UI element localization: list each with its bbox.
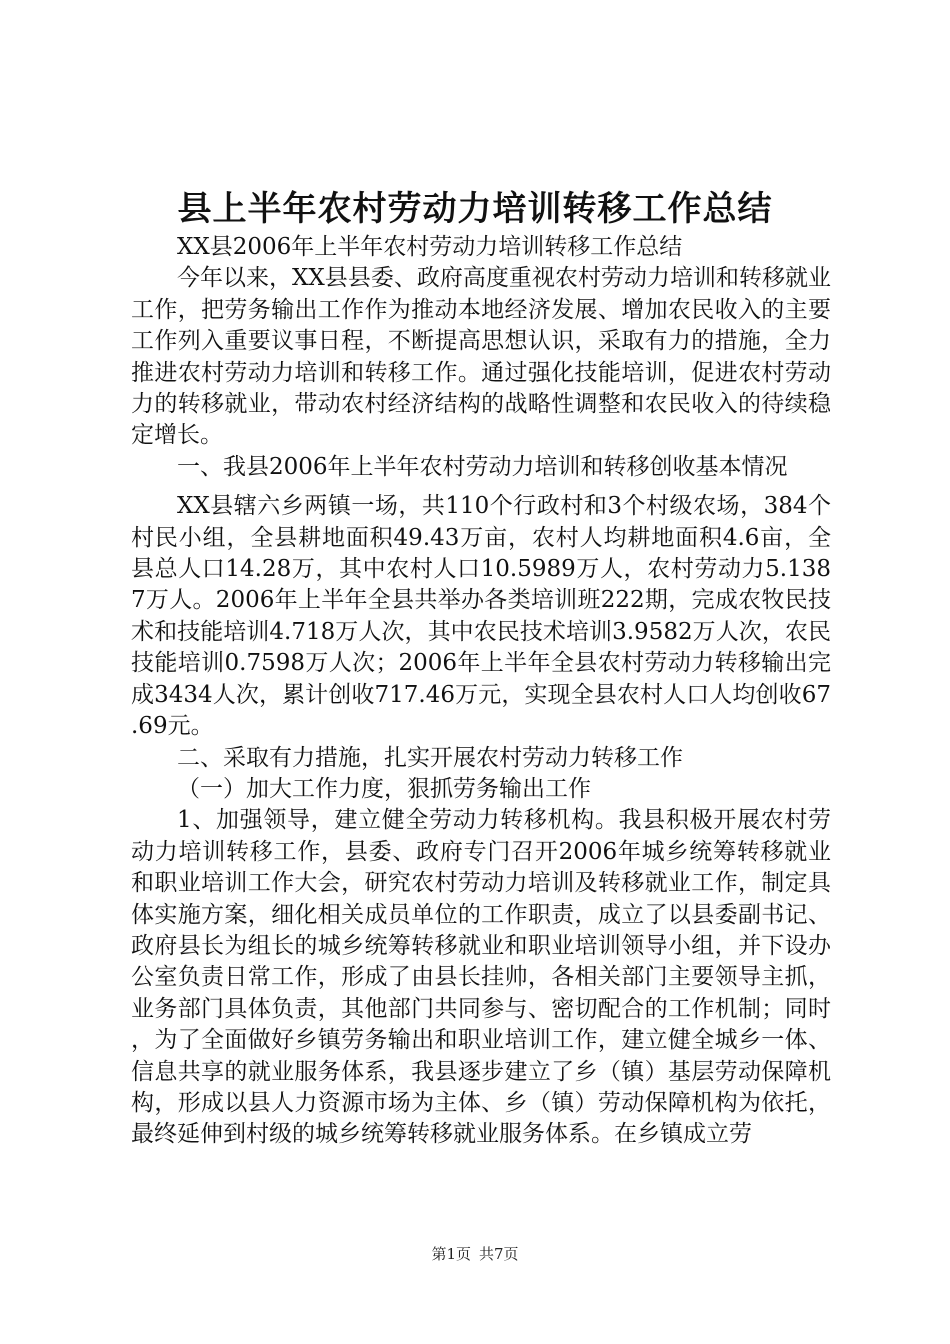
- paragraph-basic-situation: XX县辖六乡两镇一场，共110个行政村和3个村级农场，384个村民小组，全县耕地面积49.43万亩，农村人均耕地面积4.6亩，全县总人口14.28万，其中农村人口10.5989万人，农村劳动力5.1387万人。2006年上半年全县共举办各类培训班222期，完成农牧民技术和技能培训4.718万人次，其中农民技术培训3.9582万人次，农民技能培训0.7598万人次；2006年上半年全县农村劳动力转移输出完成3434人次，累计创收717.46万元，实现全县农村人口人均创收67.69元。: [131, 493, 831, 740]
- page-number: 第1页: [431, 1245, 471, 1263]
- page-total: 共7页: [479, 1245, 519, 1263]
- heading-section-1: 一、我县2006年上半年农村劳动力培训和转移创收基本情况: [177, 453, 788, 480]
- paragraph-subtitle: XX县2006年上半年农村劳动力培训转移工作总结: [177, 234, 683, 260]
- document-body: [131, 232, 831, 1151]
- heading-section-2: 二、采取有力措施，扎实开展农村劳动力转移工作: [177, 744, 683, 771]
- paragraph-leadership: 1、加强领导，建立健全劳动力转移机构。我县积极开展农村劳动力培训转移工作，县委、政府专门召开2006年城乡统筹转移就业和职业培训工作大会，研究农村劳动力培训及转移就业工作，制定具体实施方案，细化相关成员单位的工作职责，成立了以县委副书记、政府县长为组长的城乡统筹转移就业和职业培训领导小组，并下设办公室负责日常工作，形成了由县长挂帅，各相关部门主要领导主抓，业务部门具体负责，其他部门共同参与、密切配合的工作机制；同时，为了全面做好乡镇劳务输出和职业培训工作，建立健全城乡一体、信息共享的就业服务体系，我县逐步建立了乡（镇）基层劳动保障机构，形成以县人力资源市场为主体、乡（镇）劳动保障机构为依托，最终延伸到村级的城乡统筹转移就业服务体系。在乡镇成立劳: [131, 807, 831, 1148]
- heading-subsection-1: （一）加大工作力度，狠抓劳务输出工作: [177, 775, 591, 802]
- page-footer: [0, 1244, 950, 1264]
- document-title: 县上半年农村劳动力培训转移工作总结: [177, 189, 773, 229]
- paragraph-intro: 今年以来，XX县县委、政府高度重视农村劳动力培训和转移就业工作，把劳务输出工作作为推动本地经济发展、增加农民收入的主要工作列入重要议事日程，不断提高思想认识，采取有力的措施，全力推进农村劳动力培训和转移工作。通过强化技能培训，促进农村劳动力的转移就业，带动农村经济结构的战略性调整和农民收入的待续稳定增长。: [131, 265, 831, 449]
